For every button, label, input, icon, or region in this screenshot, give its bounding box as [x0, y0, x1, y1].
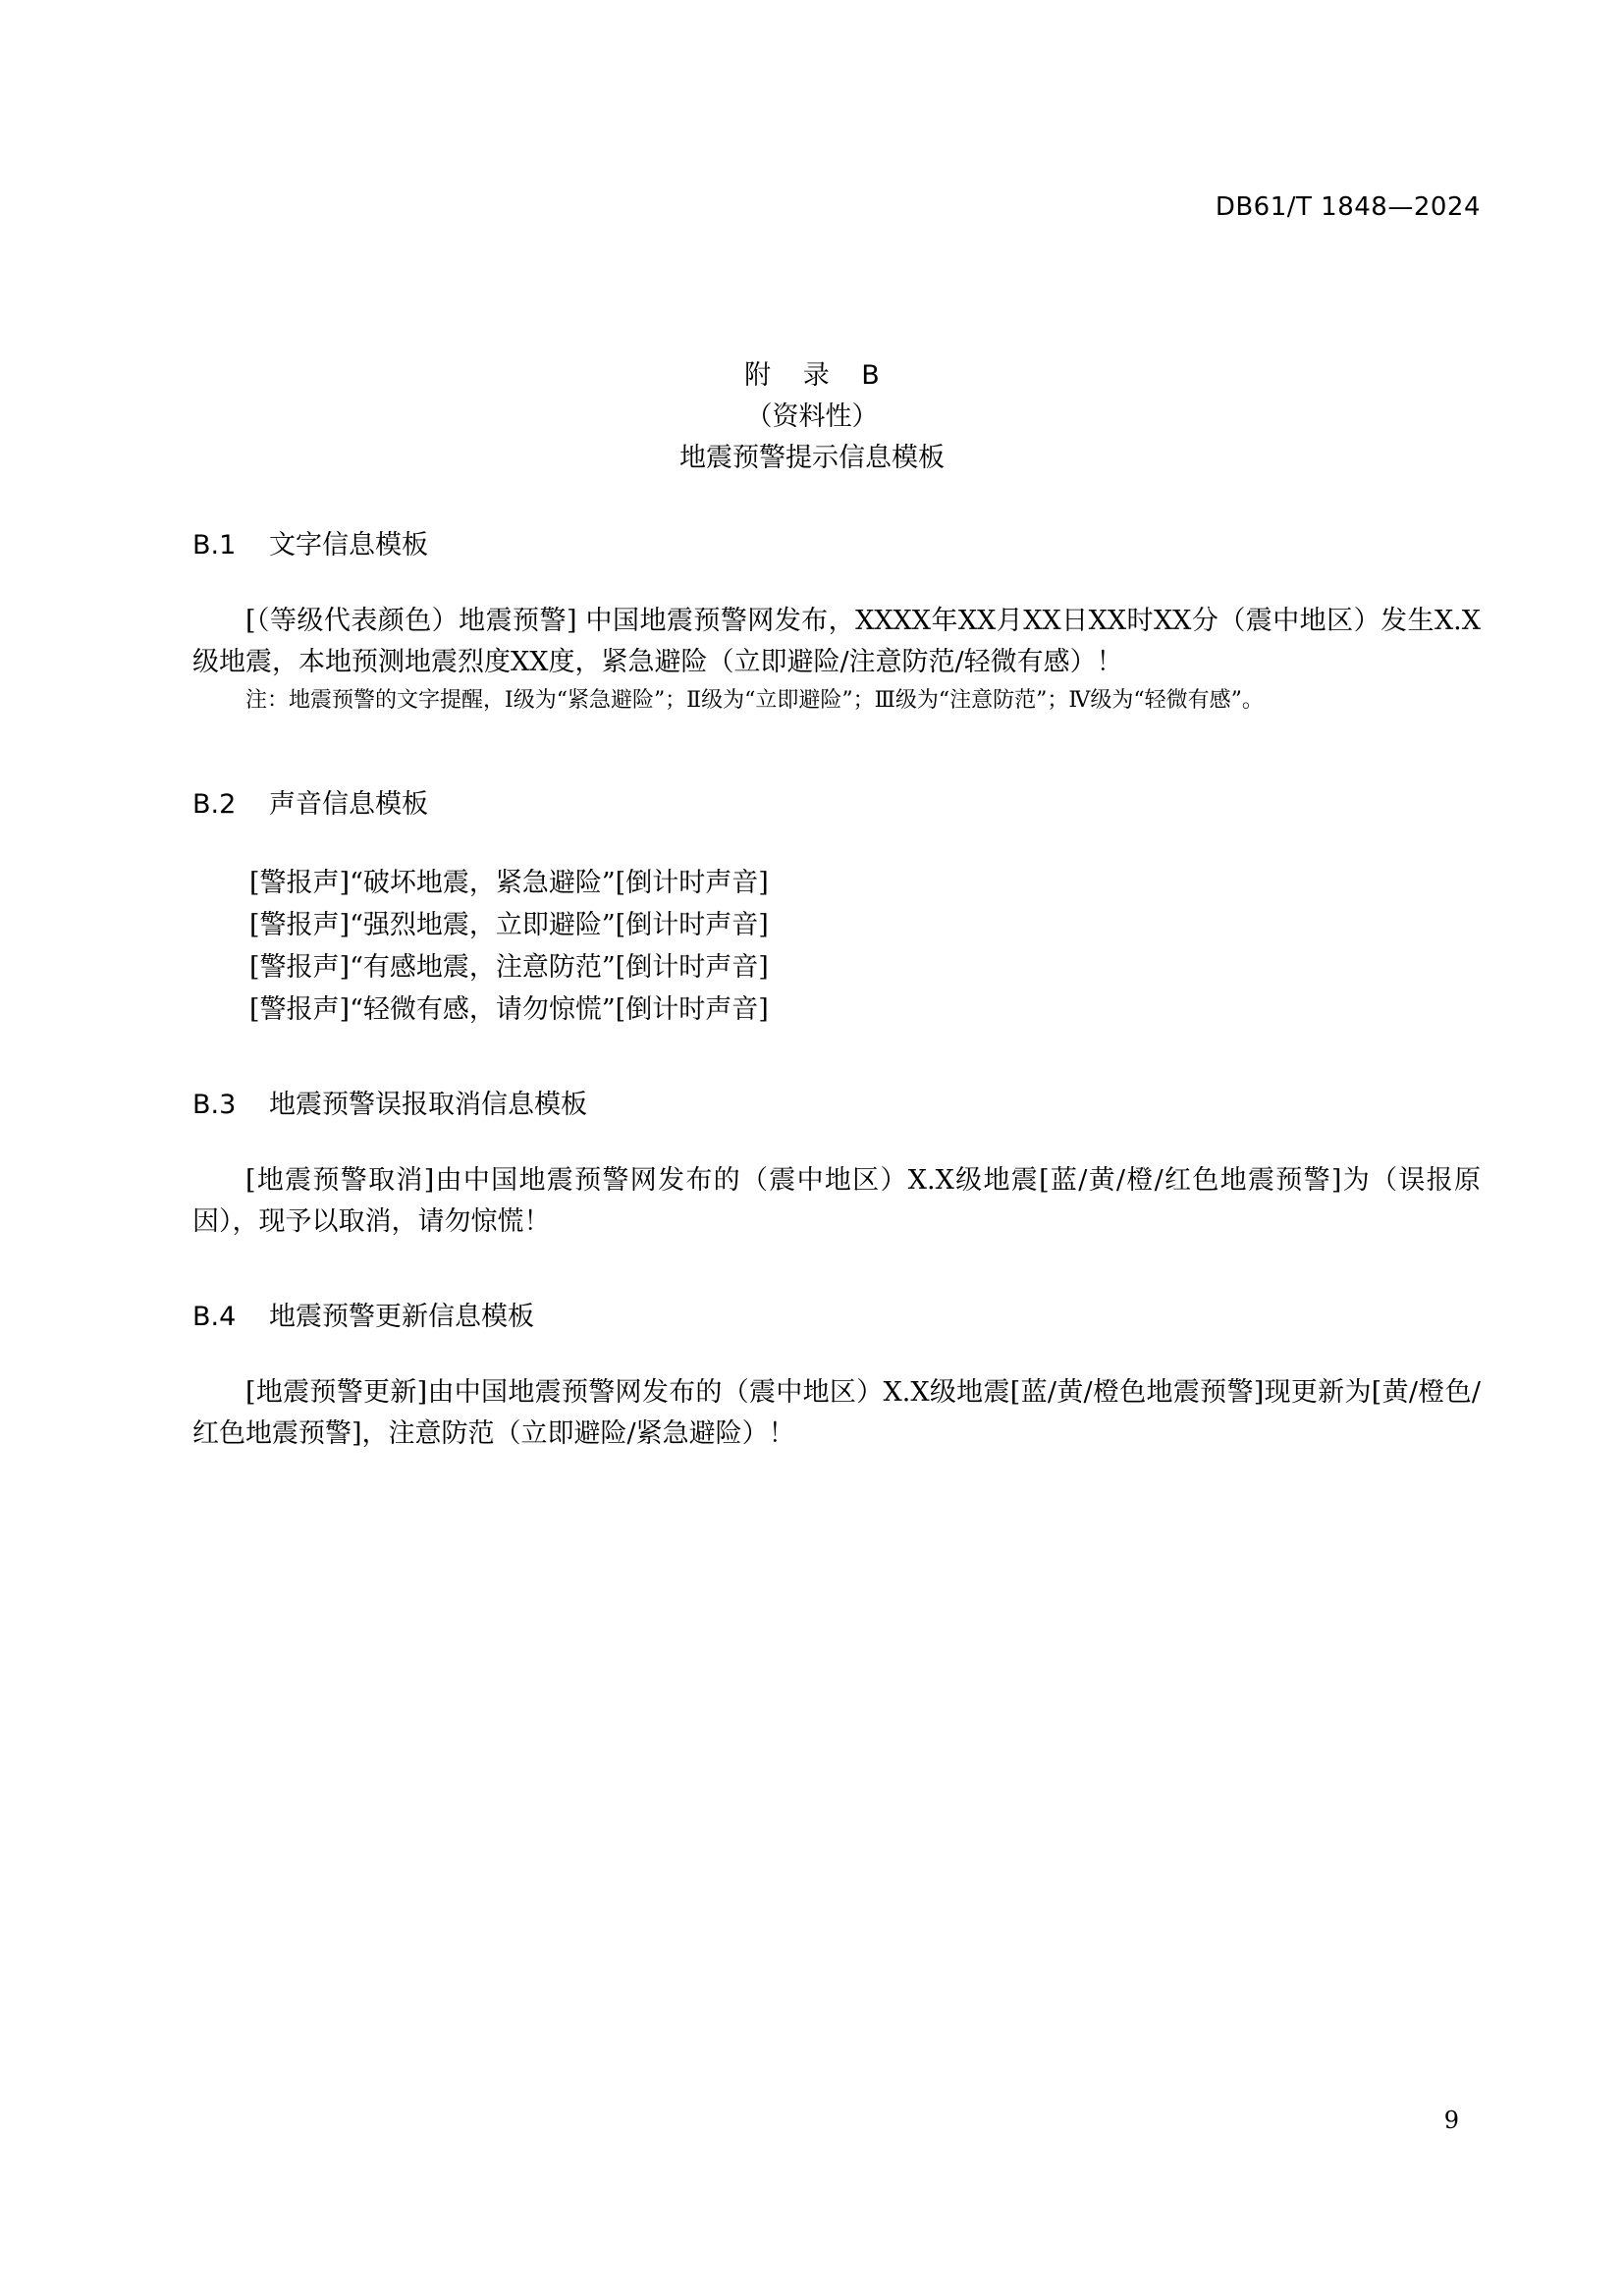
section-b2: [192, 785, 1481, 1031]
text-template-note: 注：地震预警的文字提醒，Ⅰ级为“紧急避险”；Ⅱ级为“立即避险”；Ⅲ级为“注意防范”；Ⅳ级为“轻微有感”。: [245, 688, 1264, 713]
list-item: [警报声]“有感地震，注意防范”[倒计时声音]: [249, 952, 769, 983]
page-number: 9: [1443, 2107, 1459, 2134]
section-title: 文字信息模板: [269, 530, 428, 561]
sound-template-list: [192, 862, 1481, 1031]
section-title: 地震预警误报取消信息模板: [269, 1090, 587, 1120]
text-template-paragraph: [（等级代表颜色）地震预警] 中国地震预警网发布，XXXX年XX月XX日XX时XX分（震中地区）发生X.X级地震，本地预测地震烈度XX度，紧急避险（立即避险/注意防范/轻微有感）！: [192, 606, 1481, 677]
section-title: 地震预警更新信息模板: [269, 1302, 534, 1332]
section-heading: [192, 526, 1481, 565]
section-b3: [192, 1086, 1481, 1243]
section-number: B.3: [192, 1090, 237, 1120]
appendix-label: 附 录 B: [744, 360, 892, 391]
section-heading: [192, 1298, 1481, 1337]
section-number: B.2: [192, 789, 237, 820]
cancel-template-paragraph: [地震预警取消]由中国地震预警网发布的（震中地区）X.X级地震[蓝/黄/橙/红色地震预警]为（误报原因），现予以取消，请勿惊慌！: [192, 1165, 1481, 1237]
section-b4: [192, 1298, 1481, 1455]
list-item: [警报声]“破坏地震，紧急避险”[倒计时声音]: [249, 868, 769, 898]
section-b1: [192, 526, 1481, 719]
appendix-title: 地震预警提示信息模板: [679, 443, 945, 473]
section-heading: [192, 1086, 1481, 1125]
appendix-nature: （资料性）: [745, 401, 879, 432]
section-number: B.4: [192, 1302, 237, 1332]
section-number: B.1: [192, 530, 237, 561]
update-template-paragraph: [地震预警更新]由中国地震预警网发布的（震中地区）X.X级地震[蓝/黄/橙色地震预警]现更新为[黄/橙色/红色地震预警]，注意防范（立即避险/紧急避险）！: [192, 1377, 1481, 1449]
list-item: [警报声]“轻微有感，请勿惊慌”[倒计时声音]: [249, 994, 769, 1025]
standard-code: DB61/T 1848—2024: [1215, 192, 1481, 222]
section-title: 声音信息模板: [269, 789, 428, 820]
list-item: [警报声]“强烈地震，立即避险”[倒计时声音]: [249, 910, 769, 940]
appendix-title-block: [0, 355, 1624, 479]
section-heading: [192, 785, 1481, 825]
